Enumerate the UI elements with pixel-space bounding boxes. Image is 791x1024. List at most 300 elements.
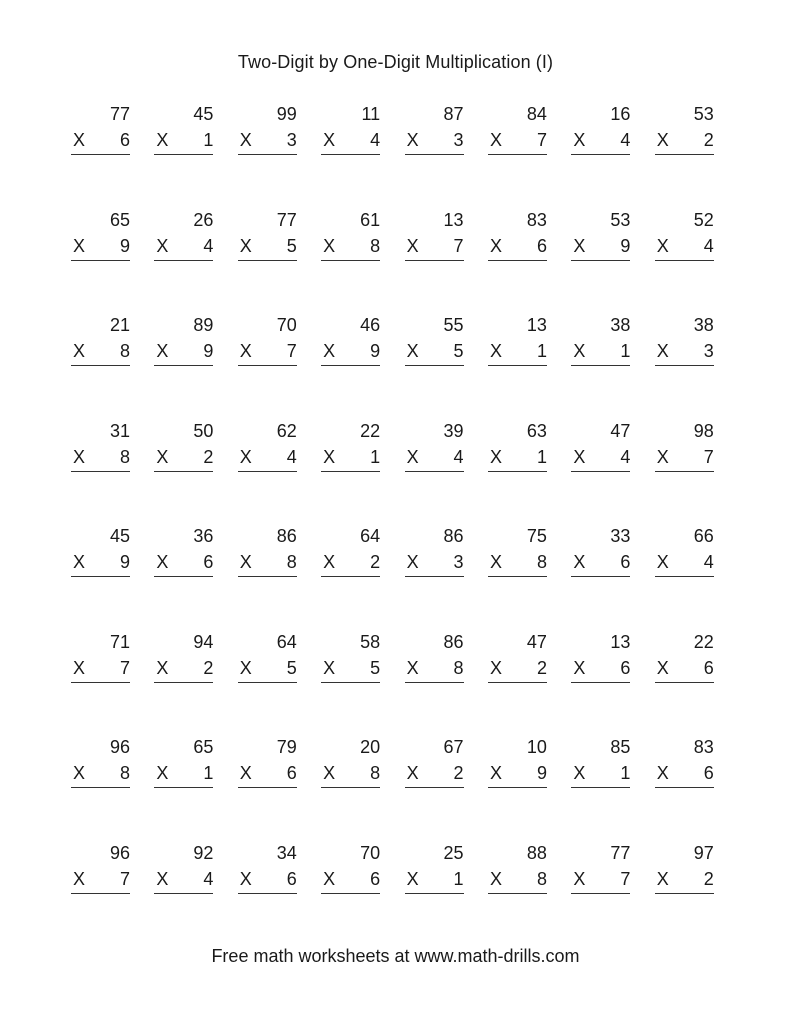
multiply-sign: X	[323, 130, 336, 150]
multiplication-problem	[571, 101, 630, 161]
multiplier: 5	[286, 235, 297, 256]
multiplier: 3	[453, 130, 464, 150]
multiplication-problem	[405, 734, 464, 794]
multiplication-problem	[405, 312, 464, 372]
multiplication-problem	[655, 629, 714, 689]
multiply-sign: X	[156, 235, 169, 256]
answer-line	[238, 682, 297, 683]
multiplier: 1	[620, 341, 631, 361]
multiply-sign: X	[656, 341, 669, 361]
answer-line	[154, 471, 213, 472]
multiplier: 6	[286, 868, 297, 889]
multiplicand: 64	[276, 631, 297, 652]
multiplicand: 21	[109, 315, 130, 335]
answer-line	[154, 893, 213, 894]
multiplier: 2	[203, 446, 214, 467]
multiplicand: 45	[109, 526, 130, 546]
multiply-sign: X	[73, 763, 86, 783]
answer-line	[321, 787, 380, 788]
multiplier: 3	[286, 130, 297, 150]
multiplier: 7	[536, 130, 547, 150]
multiplicand: 52	[693, 209, 714, 230]
answer-line	[71, 260, 130, 261]
answer-line	[488, 154, 547, 155]
multiplicand: 70	[360, 842, 381, 863]
multiplicand: 70	[276, 315, 297, 335]
multiplier: 6	[203, 552, 214, 572]
multiplication-problem	[488, 312, 547, 372]
multiply-sign: X	[73, 552, 86, 572]
multiply-sign: X	[156, 341, 169, 361]
multiplication-problem	[71, 312, 130, 372]
multiplier: 6	[620, 552, 631, 572]
multiplication-problem	[571, 629, 630, 689]
multiply-sign: X	[573, 552, 586, 572]
multiply-sign: X	[656, 763, 669, 783]
multiplicand: 89	[193, 315, 214, 335]
answer-line	[405, 365, 464, 366]
answer-line	[321, 471, 380, 472]
multiplier: 7	[620, 868, 631, 889]
answer-line	[71, 893, 130, 894]
multiplicand: 88	[526, 842, 547, 863]
multiplicand: 34	[276, 842, 297, 863]
multiplier: 1	[203, 130, 214, 150]
multiplication-problem	[238, 840, 297, 900]
multiplication-problem	[571, 840, 630, 900]
multiplicand: 47	[610, 420, 631, 441]
multiplicand: 20	[360, 737, 381, 757]
answer-line	[71, 787, 130, 788]
multiplication-problem	[655, 101, 714, 161]
multiplier: 1	[536, 446, 547, 467]
answer-line	[571, 365, 630, 366]
multiplier: 9	[620, 235, 631, 256]
multiplicand: 71	[109, 631, 130, 652]
multiplication-problem	[238, 101, 297, 161]
answer-line	[655, 576, 714, 577]
answer-line	[571, 260, 630, 261]
multiplicand: 77	[276, 209, 297, 230]
multiply-sign: X	[489, 552, 502, 572]
multiplicand: 83	[693, 737, 714, 757]
multiplication-problem	[488, 523, 547, 583]
multiplicand: 97	[693, 842, 714, 863]
multiplication-problem	[321, 418, 380, 478]
multiplier: 4	[286, 446, 297, 467]
multiplier: 6	[703, 763, 714, 783]
multiplier: 7	[119, 868, 130, 889]
multiplier: 2	[536, 657, 547, 678]
multiply-sign: X	[406, 341, 419, 361]
multiplicand: 39	[443, 420, 464, 441]
multiply-sign: X	[573, 763, 586, 783]
multiplication-problem	[571, 523, 630, 583]
answer-line	[321, 893, 380, 894]
multiply-sign: X	[489, 446, 502, 467]
multiplicand: 98	[693, 420, 714, 441]
multiply-sign: X	[656, 552, 669, 572]
multiplier: 9	[370, 341, 381, 361]
answer-line	[238, 471, 297, 472]
multiplier: 1	[620, 763, 631, 783]
multiplicand: 96	[109, 737, 130, 757]
answer-line	[488, 471, 547, 472]
answer-line	[154, 787, 213, 788]
multiplication-problem	[655, 840, 714, 900]
multiply-sign: X	[406, 763, 419, 783]
multiplier: 6	[370, 868, 381, 889]
multiplication-problem	[405, 629, 464, 689]
answer-line	[154, 154, 213, 155]
multiplicand: 38	[693, 315, 714, 335]
multiply-sign: X	[239, 657, 252, 678]
answer-line	[571, 576, 630, 577]
multiply-sign: X	[156, 868, 169, 889]
multiplication-problem	[154, 101, 213, 161]
multiply-sign: X	[656, 446, 669, 467]
multiplier: 5	[370, 657, 381, 678]
multiplication-problem	[405, 418, 464, 478]
answer-line	[488, 787, 547, 788]
multiplicand: 84	[526, 104, 547, 124]
answer-line	[655, 365, 714, 366]
multiplier: 1	[536, 341, 547, 361]
multiply-sign: X	[323, 341, 336, 361]
answer-line	[405, 576, 464, 577]
multiply-sign: X	[489, 657, 502, 678]
multiplication-problem	[571, 207, 630, 267]
multiply-sign: X	[656, 657, 669, 678]
multiply-sign: X	[239, 341, 252, 361]
multiply-sign: X	[489, 763, 502, 783]
multiplier: 5	[453, 341, 464, 361]
multiplication-problem	[488, 418, 547, 478]
multiplication-problem	[71, 734, 130, 794]
multiplication-problem	[154, 523, 213, 583]
multiply-sign: X	[406, 446, 419, 467]
multiplicand: 46	[360, 315, 381, 335]
multiplier: 9	[536, 763, 547, 783]
multiplication-problem	[71, 629, 130, 689]
multiplicand: 13	[610, 631, 631, 652]
multiply-sign: X	[156, 657, 169, 678]
multiplicand: 22	[360, 420, 381, 441]
multiplicand: 11	[361, 104, 381, 124]
multiplier: 9	[119, 552, 130, 572]
multiplicand: 77	[109, 104, 130, 124]
multiplicand: 10	[526, 737, 547, 757]
answer-line	[488, 260, 547, 261]
answer-line	[154, 576, 213, 577]
multiplicand: 55	[443, 315, 464, 335]
answer-line	[238, 893, 297, 894]
multiplicand: 53	[610, 209, 631, 230]
multiplication-problem	[321, 312, 380, 372]
multiplicand: 87	[443, 104, 464, 124]
answer-line	[238, 576, 297, 577]
answer-line	[238, 260, 297, 261]
multiply-sign: X	[489, 341, 502, 361]
multiply-sign: X	[323, 868, 336, 889]
multiply-sign: X	[323, 446, 336, 467]
multiplier: 4	[203, 868, 214, 889]
multiplicand: 13	[443, 209, 464, 230]
multiplicand: 65	[193, 737, 214, 757]
multiply-sign: X	[489, 868, 502, 889]
multiplication-problem	[488, 101, 547, 161]
multiplicand: 25	[443, 842, 464, 863]
multiplicand: 58	[360, 631, 381, 652]
answer-line	[655, 682, 714, 683]
multiplier: 8	[536, 868, 547, 889]
multiply-sign: X	[656, 868, 669, 889]
answer-line	[405, 154, 464, 155]
answer-line	[571, 471, 630, 472]
multiplier: 4	[703, 552, 714, 572]
multiplication-problem	[488, 734, 547, 794]
multiply-sign: X	[156, 130, 169, 150]
multiplicand: 86	[276, 526, 297, 546]
answer-line	[405, 787, 464, 788]
answer-line	[488, 682, 547, 683]
multiplier: 1	[203, 763, 214, 783]
multiplier: 5	[286, 657, 297, 678]
multiplication-problem	[238, 312, 297, 372]
multiply-sign: X	[323, 763, 336, 783]
multiplicand: 83	[526, 209, 547, 230]
multiplicand: 50	[193, 420, 214, 441]
multiply-sign: X	[156, 446, 169, 467]
answer-line	[71, 365, 130, 366]
multiply-sign: X	[239, 552, 252, 572]
footer-link-text: Free math worksheets at www.math-drills.com	[211, 946, 580, 966]
multiply-sign: X	[156, 763, 169, 783]
multiply-sign: X	[573, 868, 586, 889]
answer-line	[321, 260, 380, 261]
multiplication-problem	[655, 523, 714, 583]
multiplication-problem	[321, 840, 380, 900]
multiplicand: 61	[360, 209, 381, 230]
multiplication-problem	[405, 101, 464, 161]
answer-line	[71, 154, 130, 155]
multiply-sign: X	[73, 657, 86, 678]
multiplicand: 62	[276, 420, 297, 441]
answer-line	[405, 260, 464, 261]
multiplication-problem	[238, 523, 297, 583]
multiplication-problem	[321, 629, 380, 689]
answer-line	[238, 154, 297, 155]
multiplier: 6	[620, 657, 631, 678]
multiply-sign: X	[489, 235, 502, 256]
multiplier: 1	[370, 446, 381, 467]
multiply-sign: X	[406, 868, 419, 889]
multiplicand: 99	[276, 104, 297, 124]
multiplier: 7	[286, 341, 297, 361]
multiplicand: 36	[193, 526, 214, 546]
multiplier: 6	[286, 763, 297, 783]
answer-line	[154, 365, 213, 366]
multiplier: 7	[703, 446, 714, 467]
answer-line	[571, 154, 630, 155]
multiplier: 4	[370, 130, 381, 150]
multiplication-problem	[321, 207, 380, 267]
worksheet-title: Two-Digit by One-Digit Multiplication (I)	[237, 52, 554, 72]
multiplicand: 65	[109, 209, 130, 230]
multiplication-problem	[655, 418, 714, 478]
answer-line	[571, 682, 630, 683]
answer-line	[655, 893, 714, 894]
multiply-sign: X	[156, 552, 169, 572]
multiply-sign: X	[656, 130, 669, 150]
multiply-sign: X	[323, 235, 336, 256]
multiplier: 8	[286, 552, 297, 572]
multiply-sign: X	[406, 130, 419, 150]
multiplicand: 33	[610, 526, 631, 546]
answer-line	[154, 260, 213, 261]
multiplier: 1	[453, 868, 464, 889]
multiplication-problem	[655, 312, 714, 372]
multiplication-problem	[238, 629, 297, 689]
answer-line	[571, 787, 630, 788]
answer-line	[405, 682, 464, 683]
answer-line	[71, 471, 130, 472]
multiplier: 2	[703, 130, 714, 150]
multiplicand: 45	[193, 104, 214, 124]
answer-line	[238, 787, 297, 788]
multiplier: 4	[620, 446, 631, 467]
multiplication-problem	[71, 101, 130, 161]
multiplier: 6	[703, 657, 714, 678]
multiplication-problem	[571, 418, 630, 478]
multiplication-problem	[154, 734, 213, 794]
multiply-sign: X	[73, 130, 86, 150]
multiply-sign: X	[73, 341, 86, 361]
answer-line	[154, 682, 213, 683]
answer-line	[655, 154, 714, 155]
multiplier: 2	[370, 552, 381, 572]
multiplicand: 47	[526, 631, 547, 652]
multiplier: 9	[203, 341, 214, 361]
answer-line	[321, 365, 380, 366]
multiply-sign: X	[573, 341, 586, 361]
multiplicand: 67	[443, 737, 464, 757]
multiplier: 3	[453, 552, 464, 572]
multiplicand: 38	[610, 315, 631, 335]
multiplication-problem	[405, 523, 464, 583]
multiplicand: 86	[443, 631, 464, 652]
multiplication-problem	[238, 207, 297, 267]
multiplication-problem	[154, 629, 213, 689]
multiplier: 3	[703, 341, 714, 361]
multiply-sign: X	[573, 130, 586, 150]
multiplication-problem	[321, 523, 380, 583]
multiplicand: 66	[693, 526, 714, 546]
multiplier: 2	[203, 657, 214, 678]
multiply-sign: X	[73, 446, 86, 467]
multiplier: 2	[703, 868, 714, 889]
multiplication-problem	[154, 312, 213, 372]
multiplier: 4	[620, 130, 631, 150]
answer-line	[405, 471, 464, 472]
answer-line	[571, 893, 630, 894]
multiplicand: 77	[610, 842, 631, 863]
multiplier: 7	[119, 657, 130, 678]
multiplication-problem	[571, 734, 630, 794]
multiply-sign: X	[323, 552, 336, 572]
multiplicand: 86	[443, 526, 464, 546]
multiply-sign: X	[656, 235, 669, 256]
multiplication-problem	[488, 840, 547, 900]
multiplicand: 63	[526, 420, 547, 441]
multiplication-problem	[71, 523, 130, 583]
multiplier: 7	[453, 235, 464, 256]
multiplicand: 26	[193, 209, 214, 230]
multiplication-problem	[405, 207, 464, 267]
multiplication-problem	[655, 207, 714, 267]
multiplication-problem	[405, 840, 464, 900]
multiply-sign: X	[406, 657, 419, 678]
multiply-sign: X	[406, 235, 419, 256]
problem-grid	[71, 101, 719, 945]
multiplicand: 96	[109, 842, 130, 863]
multiply-sign: X	[323, 657, 336, 678]
multiplier: 8	[370, 235, 381, 256]
multiply-sign: X	[239, 446, 252, 467]
multiply-sign: X	[239, 868, 252, 889]
multiplication-problem	[154, 418, 213, 478]
multiply-sign: X	[573, 446, 586, 467]
multiply-sign: X	[406, 552, 419, 572]
answer-line	[321, 576, 380, 577]
multiplication-problem	[655, 734, 714, 794]
multiplicand: 13	[526, 315, 547, 335]
multiplier: 6	[119, 130, 130, 150]
answer-line	[238, 365, 297, 366]
multiplication-problem	[154, 207, 213, 267]
multiplier: 8	[119, 763, 130, 783]
multiplicand: 64	[360, 526, 381, 546]
multiplication-problem	[321, 101, 380, 161]
answer-line	[405, 893, 464, 894]
answer-line	[488, 365, 547, 366]
multiplier: 4	[203, 235, 214, 256]
multiplier: 4	[703, 235, 714, 256]
multiplication-problem	[238, 418, 297, 478]
multiply-sign: X	[239, 235, 252, 256]
multiply-sign: X	[489, 130, 502, 150]
answer-line	[71, 682, 130, 683]
multiplicand: 31	[109, 420, 130, 441]
answer-line	[488, 576, 547, 577]
answer-line	[321, 682, 380, 683]
multiply-sign: X	[239, 130, 252, 150]
multiplier: 8	[453, 657, 464, 678]
answer-line	[655, 787, 714, 788]
multiplier: 8	[536, 552, 547, 572]
multiply-sign: X	[573, 235, 586, 256]
multiplication-problem	[71, 418, 130, 478]
multiplication-problem	[571, 312, 630, 372]
answer-line	[488, 893, 547, 894]
multiplicand: 53	[693, 104, 714, 124]
multiplication-problem	[321, 734, 380, 794]
multiplicand: 79	[276, 737, 297, 757]
answer-line	[655, 260, 714, 261]
multiplication-problem	[488, 629, 547, 689]
multiplication-problem	[154, 840, 213, 900]
multiplication-problem	[71, 840, 130, 900]
